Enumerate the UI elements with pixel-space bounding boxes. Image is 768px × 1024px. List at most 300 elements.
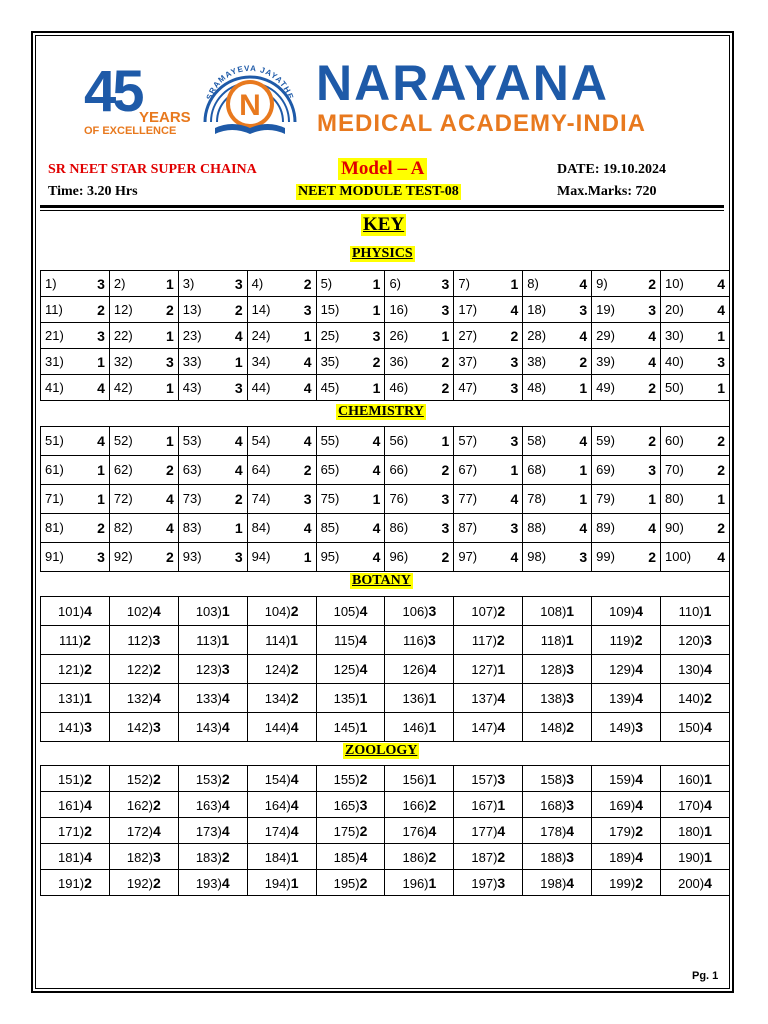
answer-option: 4 [648,520,657,536]
answer-option: 4 [510,549,519,565]
answer-option: 4 [290,822,299,839]
question-number: 7) [458,275,470,291]
answer-cell [316,626,385,655]
answer-option: 4 [497,822,506,839]
answer-cell [178,456,247,485]
answer-cell [385,427,454,456]
question-number: 39) [596,353,615,369]
answer-cell [316,323,385,349]
answer-option: 3 [510,520,519,536]
question-number: 32) [113,353,133,369]
question-number: 86) [389,520,409,535]
answer-option: 3 [566,661,575,677]
question-number: 150) [678,720,705,735]
answer-cell [661,349,730,375]
answer-option: 1 [497,796,506,813]
table-row [41,626,730,655]
question-number: 199) [609,875,636,891]
brand-subtitle: MEDICAL ACADEMY-INDIA [317,110,647,137]
question-number: 97) [458,549,478,564]
exam-time: Time: 3.20 Hrs [48,184,138,199]
answer-option: 1 [303,327,312,344]
question-number: 148) [540,720,567,735]
table-row [41,844,730,870]
question-number: 40) [665,353,684,369]
answer-cell [661,684,730,713]
answer-cell [109,427,178,456]
answer-cell [385,684,454,713]
answer-cell [109,818,178,844]
answer-option: 4 [97,433,105,449]
question-number: 17) [458,301,478,317]
answer-cell [178,792,247,818]
answer-option: 4 [290,719,299,735]
answer-option: 1 [234,520,243,536]
question-number: 126) [402,662,429,677]
question-number: 21) [45,327,64,343]
question-number: 164) [264,797,291,813]
answer-cell [247,297,316,323]
answer-cell [661,375,730,401]
answer-option: 1 [703,603,712,619]
answer-cell [523,485,592,514]
answer-cell [247,844,316,870]
answer-cell [41,655,110,684]
question-number: 82) [113,520,133,535]
question-number: 34) [251,353,271,369]
answer-cell [41,766,110,792]
question-number: 96) [389,549,409,564]
question-number: 81) [45,520,64,535]
question-number: 165) [333,797,360,813]
question-number: 6) [389,275,402,291]
question-number: 129) [609,662,636,677]
answer-cell [523,870,592,896]
answer-option: 1 [704,770,712,787]
question-number: 94) [251,549,271,564]
question-number: 162) [126,797,153,813]
answer-cell [661,766,730,792]
question-number: 35) [320,353,340,369]
question-number: 149) [609,720,636,735]
answer-option: 4 [221,796,230,813]
answer-cell [109,323,178,349]
answer-option: 1 [648,491,657,507]
question-number: 141) [58,720,85,735]
answer-cell [454,626,523,655]
answer-cell [523,684,592,713]
question-number: 41) [45,379,64,395]
program-name: SR NEET STAR SUPER CHAINA [48,162,257,177]
answer-option: 2 [165,462,174,478]
answer-cell [316,271,385,297]
question-number: 52) [113,433,133,448]
answer-option: 3 [579,301,588,318]
answer-cell [385,271,454,297]
table-row [41,543,730,572]
question-number: 103) [195,604,222,619]
question-number: 127) [471,662,498,677]
table-row [41,766,730,792]
answer-option: 1 [717,379,725,396]
answer-option: 4 [635,661,643,677]
answer-cell [109,375,178,401]
answer-cell [247,543,316,572]
answer-cell [41,375,110,401]
question-number: 88) [527,520,547,535]
question-number: 48) [527,379,547,395]
answer-cell [661,271,730,297]
answer-cell [592,514,661,543]
question-number: 51) [45,433,64,448]
question-number: 117) [471,633,497,648]
answer-option: 1 [717,327,725,344]
answer-option: 2 [648,549,657,565]
answer-cell [109,349,178,375]
question-number: 87) [458,520,478,535]
answer-option: 4 [510,301,519,318]
answer-cell [316,427,385,456]
answer-cell [661,870,730,896]
answer-cell [385,597,454,626]
answer-cell [523,844,592,870]
answer-cell [454,844,523,870]
answer-cell [41,818,110,844]
answer-option: 4 [359,603,368,619]
answer-cell [592,626,661,655]
question-number: 83) [182,520,202,535]
answer-option: 4 [303,433,312,449]
answer-option: 2 [84,874,92,891]
question-number: 33) [182,353,202,369]
answer-cell [178,323,247,349]
answer-cell [109,456,178,485]
question-number: 188) [540,849,567,865]
question-number: 12) [113,301,133,317]
answer-option: 3 [441,491,450,507]
answer-cell [592,485,661,514]
question-number: 155) [333,771,360,787]
answer-option: 1 [290,848,299,865]
exam-date: DATE: 19.10.2024 [557,162,667,177]
answer-cell [41,626,110,655]
answer-option: 1 [165,379,174,396]
answer-option: 4 [97,379,105,396]
answer-option: 3 [648,462,657,478]
question-number: 68) [527,462,547,477]
question-number: 93) [182,549,202,564]
answer-option: 1 [165,275,174,292]
emblem-motto: SRAMAYEVA JAYATHE [204,63,296,102]
question-number: 57) [458,433,478,448]
answer-option: 1 [372,275,381,292]
question-number: 74) [251,491,271,506]
answer-cell [661,543,730,572]
table-row [41,485,730,514]
question-number: 92) [113,549,133,564]
question-number: 42) [113,379,133,395]
question-number: 189) [609,849,636,865]
anniversary-logo [84,59,191,140]
question-number: 49) [596,379,615,395]
answer-cell [454,870,523,896]
question-number: 79) [596,491,615,506]
answer-option: 1 [579,379,588,396]
question-number: 90) [665,520,684,535]
answer-option: 1 [565,632,574,648]
question-number: 133) [195,691,222,706]
answer-option: 4 [165,491,174,507]
section-title: PHYSICS [352,246,413,261]
question-number: 112) [127,633,153,648]
answer-cell [316,713,385,742]
answer-cell [178,655,247,684]
answer-cell [247,375,316,401]
answer-cell [316,870,385,896]
answer-cell [523,271,592,297]
answer-option: 2 [635,822,643,839]
answer-cell [41,456,110,485]
answer-cell [41,271,110,297]
answer-cell [178,713,247,742]
section-title: BOTANY [352,573,411,588]
answer-cell [178,626,247,655]
answer-option: 3 [234,379,243,396]
answer-cell [178,271,247,297]
answer-cell [316,655,385,684]
answer-cell [41,713,110,742]
answer-cell [592,323,661,349]
table-row [41,375,730,401]
question-number: 4) [251,275,264,291]
answer-cell [523,349,592,375]
answer-option: 4 [704,661,712,677]
answer-option: 2 [303,275,312,292]
key-title: KEY [363,214,405,235]
answer-option: 3 [497,770,506,787]
question-number: 173) [195,823,222,839]
answer-option: 4 [359,632,367,648]
answer-option: 2 [717,520,725,536]
answer-cell [316,818,385,844]
answer-option: 4 [152,690,161,706]
question-number: 11) [45,301,63,317]
answer-option: 2 [290,690,299,706]
question-number: 70) [665,462,684,477]
answer-option: 4 [372,433,381,449]
answer-cell [316,349,385,375]
section-title: CHEMISTRY [338,404,424,419]
question-number: 23) [182,327,202,343]
answer-option: 3 [566,796,575,813]
answer-option: 2 [428,796,437,813]
answer-cell [178,349,247,375]
answer-option: 4 [428,822,437,839]
answer-option: 3 [303,301,312,318]
table-row [41,323,730,349]
question-number: 194) [264,875,291,891]
answer-cell [454,297,523,323]
question-number: 85) [320,520,340,535]
question-number: 120) [678,633,705,648]
answer-option: 2 [84,822,92,839]
question-number: 24) [251,327,271,343]
answer-option: 4 [359,848,368,865]
question-number: 132) [126,691,153,706]
question-number: 72) [113,491,133,506]
question-number: 146) [402,720,429,735]
anniversary-tagline: OF EXCELLENCE [84,125,177,137]
answer-cell [592,655,661,684]
answer-cell [592,271,661,297]
answer-option: 2 [510,327,519,344]
answer-option: 4 [704,796,712,813]
answer-cell [109,713,178,742]
question-number: 3) [182,275,195,291]
answer-cell [247,485,316,514]
answer-cell [316,485,385,514]
answer-cell [178,485,247,514]
question-number: 56) [389,433,409,448]
question-number: 14) [251,301,271,317]
answer-cell [247,456,316,485]
answer-option: 2 [152,796,161,813]
answer-option: 1 [359,719,368,735]
answer-option: 4 [510,491,519,507]
answer-cell [454,684,523,713]
question-number: 63) [182,462,202,477]
question-number: 122) [126,662,153,677]
table-row [41,792,730,818]
answer-option: 2 [221,848,230,865]
answer-cell [454,456,523,485]
answer-cell [661,427,730,456]
answer-cell [592,844,661,870]
answer-option: 3 [510,379,519,396]
answer-cell [109,597,178,626]
answer-option: 4 [704,874,712,891]
question-number: 159) [609,771,636,787]
question-number: 161) [58,797,85,813]
answer-cell [385,456,454,485]
answer-table [40,765,730,896]
page-number: Pg. 1 [692,970,719,982]
question-number: 67) [458,462,478,477]
question-number: 166) [402,797,429,813]
answer-cell [592,349,661,375]
question-number: 53) [182,433,202,448]
answer-cell [385,375,454,401]
question-number: 128) [540,662,567,677]
answer-cell [316,597,385,626]
question-number: 195) [333,875,360,891]
table-row [41,297,730,323]
question-number: 80) [665,491,684,506]
answer-option: 2 [97,520,105,536]
question-number: 135) [333,691,360,706]
answer-option: 4 [84,603,92,619]
answer-cell [41,427,110,456]
answer-option: 3 [234,275,243,292]
section-title: ZOOLOGY [345,743,418,758]
question-number: 175) [333,823,360,839]
question-number: 75) [320,491,340,506]
answer-option: 1 [704,822,712,839]
question-number: 115) [334,633,360,648]
answer-cell [41,323,110,349]
answer-cell [661,626,730,655]
question-number: 137) [471,691,498,706]
answer-option: 3 [428,632,436,648]
answer-cell [109,543,178,572]
answer-cell [247,626,316,655]
question-number: 108) [540,604,567,619]
answer-cell [316,684,385,713]
answer-cell [247,427,316,456]
question-number: 184) [264,849,291,865]
answer-option: 3 [510,433,519,449]
answer-option: 1 [428,874,437,891]
header-divider [40,205,724,208]
answer-cell [247,818,316,844]
table-row [41,597,730,626]
question-number: 119) [609,633,635,648]
answer-cell [178,684,247,713]
answer-cell [454,597,523,626]
answer-cell [523,375,592,401]
question-number: 125) [333,662,360,677]
answer-option: 3 [635,719,643,735]
question-number: 174) [264,823,291,839]
answer-option: 1 [303,549,312,565]
answer-option: 2 [497,848,506,865]
question-number: 142) [126,720,153,735]
answer-cell [385,323,454,349]
question-number: 25) [320,327,340,343]
answer-option: 2 [290,603,299,619]
answer-option: 4 [635,603,643,619]
answer-option: 1 [566,603,575,619]
answer-cell [316,297,385,323]
answer-option: 2 [717,433,725,449]
question-number: 22) [113,327,133,343]
answer-option: 1 [221,632,230,648]
answer-cell [523,792,592,818]
answer-option: 2 [165,301,174,318]
answer-cell [592,597,661,626]
answer-option: 4 [303,520,312,536]
question-number: 30) [665,327,684,343]
answer-option: 3 [152,848,161,865]
max-marks: Max.Marks: 720 [557,184,657,199]
question-number: 46) [389,379,409,395]
question-number: 36) [389,353,409,369]
answer-option: 1 [510,275,519,292]
question-number: 160) [678,771,705,787]
question-number: 170) [678,797,705,813]
question-number: 178) [540,823,567,839]
question-number: 60) [665,433,684,448]
answer-option: 3 [497,874,506,891]
question-number: 101) [58,604,85,619]
answer-option: 2 [84,661,92,677]
question-number: 144) [264,720,291,735]
answer-cell [454,792,523,818]
answer-option: 4 [566,874,575,891]
question-number: 65) [320,462,340,477]
answer-cell [661,792,730,818]
answer-option: 4 [303,379,312,396]
